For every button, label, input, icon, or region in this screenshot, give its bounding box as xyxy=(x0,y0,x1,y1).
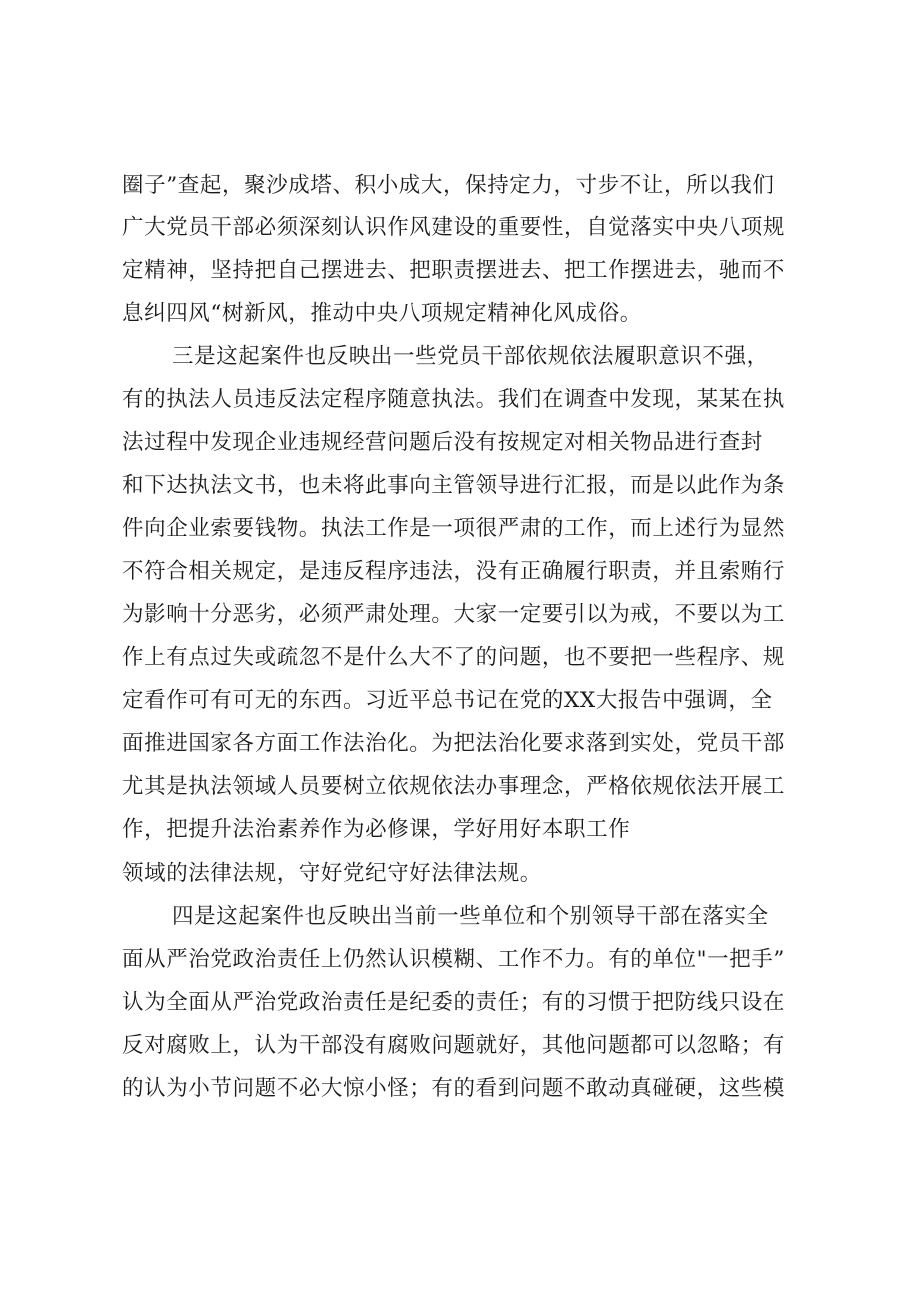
text-line-17: 领域的法律法规，守好党纪守好法律法规。 xyxy=(122,861,542,886)
text-line-14: 面推进国家各方面工作法治化。为把法治化要求落到实处，党员干部 xyxy=(122,731,786,756)
text-line-12: 作上有点过失或疏忽不是什么大不了的问题，也不要把一些程序、规 xyxy=(122,645,786,670)
text-line-21: 反对腐败上，认为干部没有腐败问题就好，其他问题都可以忽略；有 xyxy=(122,1033,786,1058)
text-line-7: 法过程中发现企业违规经营问题后没有按规定对相关物品进行查封 xyxy=(122,430,763,455)
paragraph-four-start: 四是这起案件也反映出当前一些单位和个别领导干部在落实全 xyxy=(172,904,769,929)
text-line-15: 尤其是执法领域人员要树立依规依法办事理念，严格依规依法开展工 xyxy=(122,774,786,799)
text-line-19: 面从严治党政治责任上仍然认识模糊、工作不力。有的单位"一把手” xyxy=(122,947,785,972)
text-line-16: 作，把提升法治素养作为必修课，学好用好本职工作 xyxy=(122,817,631,842)
text-line-6: 有的执法人员违反法定程序随意执法。我们在调查中发现，某某在执 xyxy=(122,387,786,412)
text-line-8: 和下达执法文书，也未将此事向主管领导进行汇报，而是以此作为条 xyxy=(122,473,786,498)
text-line-10: 不符合相关规定，是违反程序违法，没有正确履行职责，并且索贿行 xyxy=(122,559,786,584)
text-line-2: 广大党员干部必须深刻认识作风建设的重要性，自觉落实中央八项规 xyxy=(122,215,786,240)
paragraph-three-start: 三是这起案件也反映出一些党员干部依规依法履职意识不强， xyxy=(172,344,769,369)
text-line-20: 认为全面从严治党政治责任是纪委的责任；有的习惯于把防线只设在 xyxy=(122,990,786,1015)
text-line-3: 定精神，坚持把自己摆进去、把职责摆进去、把工作摆进去，驰而不 xyxy=(122,258,786,283)
text-line-22: 的认为小节问题不必大惊小怪；有的看到问题不敢动真碰硬，这些模 xyxy=(122,1076,786,1101)
text-line-11: 为影响十分恶劣，必须严肃处理。大家一定要引以为戒，不要以为工 xyxy=(122,602,786,627)
text-line-13: 定看作可有可无的东西。习近平总书记在党的XX大报告中强调，全 xyxy=(122,688,773,713)
text-line-1: 圈子”查起，聚沙成塔、积小成大，保持定力，寸步不让，所以我们 xyxy=(122,173,775,198)
text-line-4: 息纠四风“树新风，推动中央八项规定精神化风成俗。 xyxy=(122,301,642,326)
text-line-9: 件向企业索要钱物。执法工作是一项很严肃的工作，而上述行为显然 xyxy=(122,516,786,541)
